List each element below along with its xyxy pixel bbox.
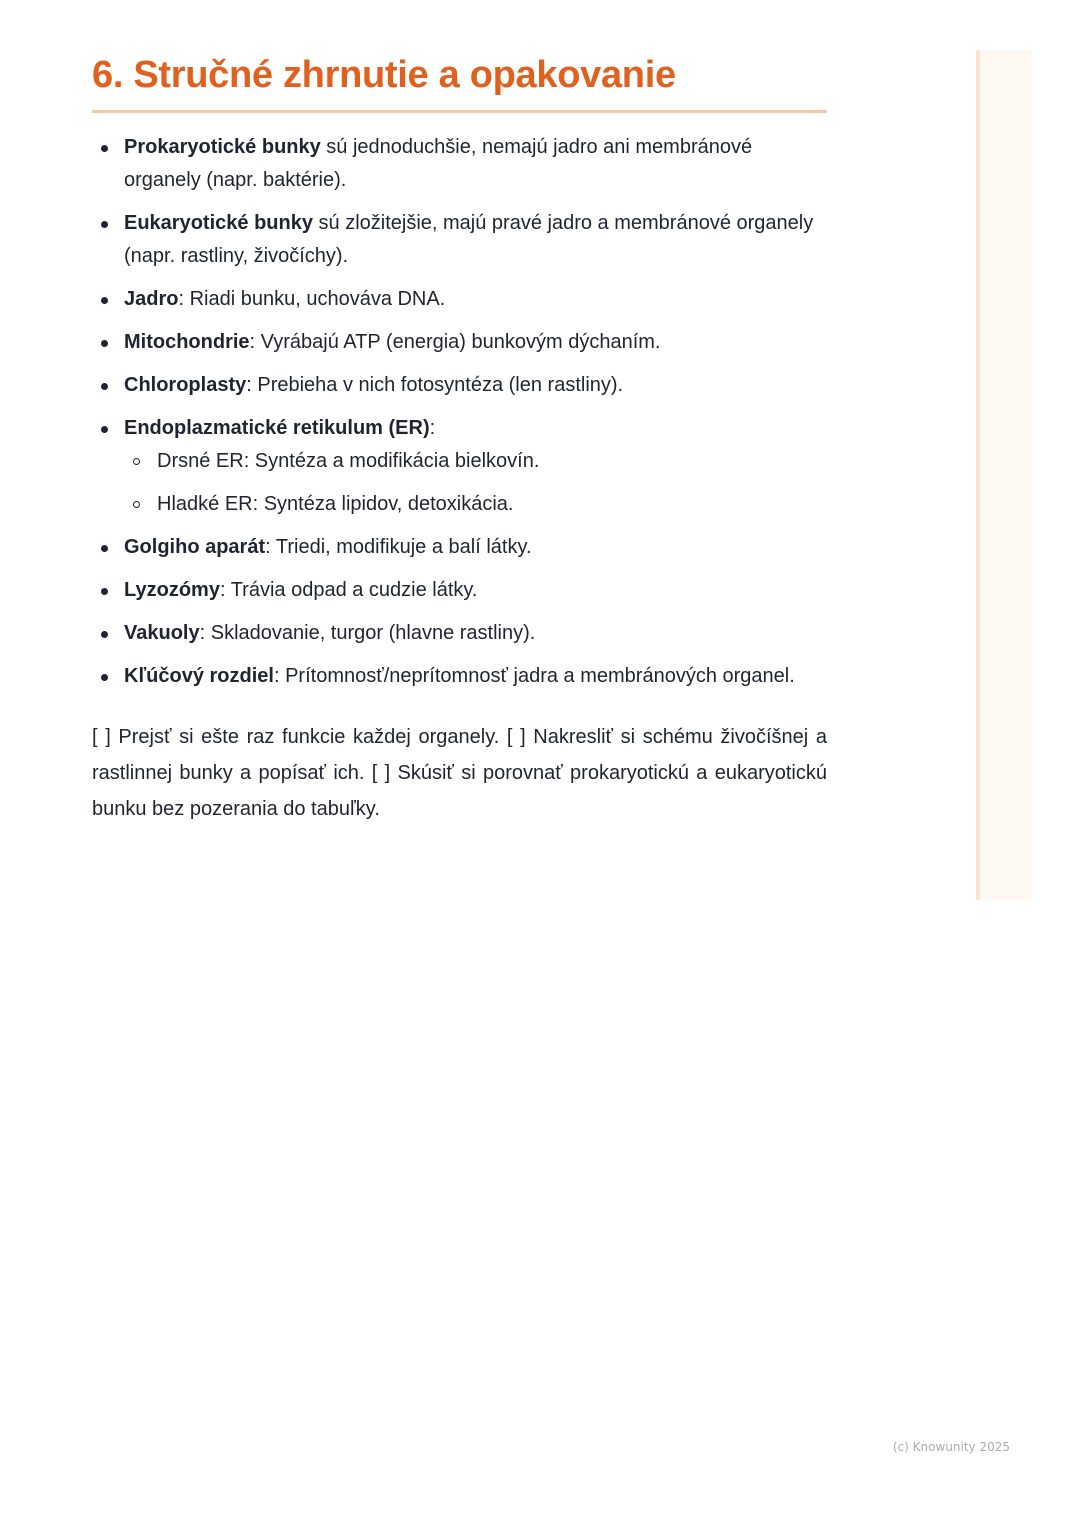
sub-list-item: Hladké ER: Syntéza lipidov, detoxikácia.: [124, 488, 827, 521]
list-item: [92, 207, 827, 273]
list-item-text: : Riadi bunku, uchováva DNA.: [178, 288, 446, 310]
list-item: [92, 617, 827, 650]
sub-list: [124, 445, 827, 521]
list-item-text: : Trávia odpad a cudzie látky.: [219, 579, 478, 601]
title-divider: [92, 110, 827, 113]
list-item: [92, 326, 827, 359]
list-item-text: : Triedi, modifikuje a balí látky.: [265, 536, 532, 558]
list-item-term: Mitochondrie: [124, 331, 250, 353]
list-item: [92, 131, 827, 197]
list-item-text: sú zložitejšie, majú pravé jadro a membránové organely (napr. rastliny, živočíchy).: [124, 212, 814, 267]
list-item-term: Kľúčový rozdiel: [124, 665, 274, 687]
list-item-text: :: [429, 417, 436, 439]
section-title: 6. Stručné zhrnutie a opakovanie: [92, 54, 676, 96]
summary-list: [92, 131, 827, 693]
list-item: [92, 531, 827, 564]
list-item-text: : Vyrábajú ATP (energia) bunkovým dýchaním.: [249, 331, 661, 353]
list-item-term: Chloroplasty: [124, 374, 247, 396]
copyright-footer: (c) Knowunity 2025: [892, 1440, 1010, 1454]
list-item: [92, 574, 827, 607]
list-item: [92, 660, 827, 693]
todo-checklist-paragraph: [ ] Prejsť si ešte raz funkcie každej organely. [ ] Nakresliť si schému živočíšnej a rastlinnej bunky a popísať ich. [ ] Skúsiť si porovnať prokaryotickú a eukaryotickú bunku bez pozerania do tabuľky.: [92, 726, 827, 820]
side-accent-panel: [976, 50, 1032, 900]
list-item-term: Jadro: [124, 288, 179, 310]
list-item-text: : Skladovanie, turgor (hlavne rastliny).: [199, 622, 536, 644]
list-item: [92, 369, 827, 402]
sub-list-item: Drsné ER: Syntéza a modifikácia bielkovín.: [124, 445, 827, 478]
list-item-text: : Prítomnosť/neprítomnosť jadra a membránových organel.: [273, 665, 795, 687]
list-item-text: sú jednoduchšie, nemajú jadro ani membránové organely (napr. baktérie).: [124, 136, 753, 191]
document-content: [92, 48, 827, 827]
list-item-term: Endoplazmatické retikulum (ER): [124, 417, 430, 439]
list-item-term: Prokaryotické bunky: [124, 136, 321, 158]
list-item-term: Eukaryotické bunky: [124, 212, 313, 234]
list-item-term: Lyzozómy: [124, 579, 220, 601]
list-item-text: : Prebieha v nich fotosyntéza (len rastliny).: [246, 374, 624, 396]
list-item: [92, 283, 827, 316]
list-item-term: Golgiho aparát: [124, 536, 266, 558]
list-item: [92, 412, 827, 521]
list-item-term: Vakuoly: [124, 622, 200, 644]
